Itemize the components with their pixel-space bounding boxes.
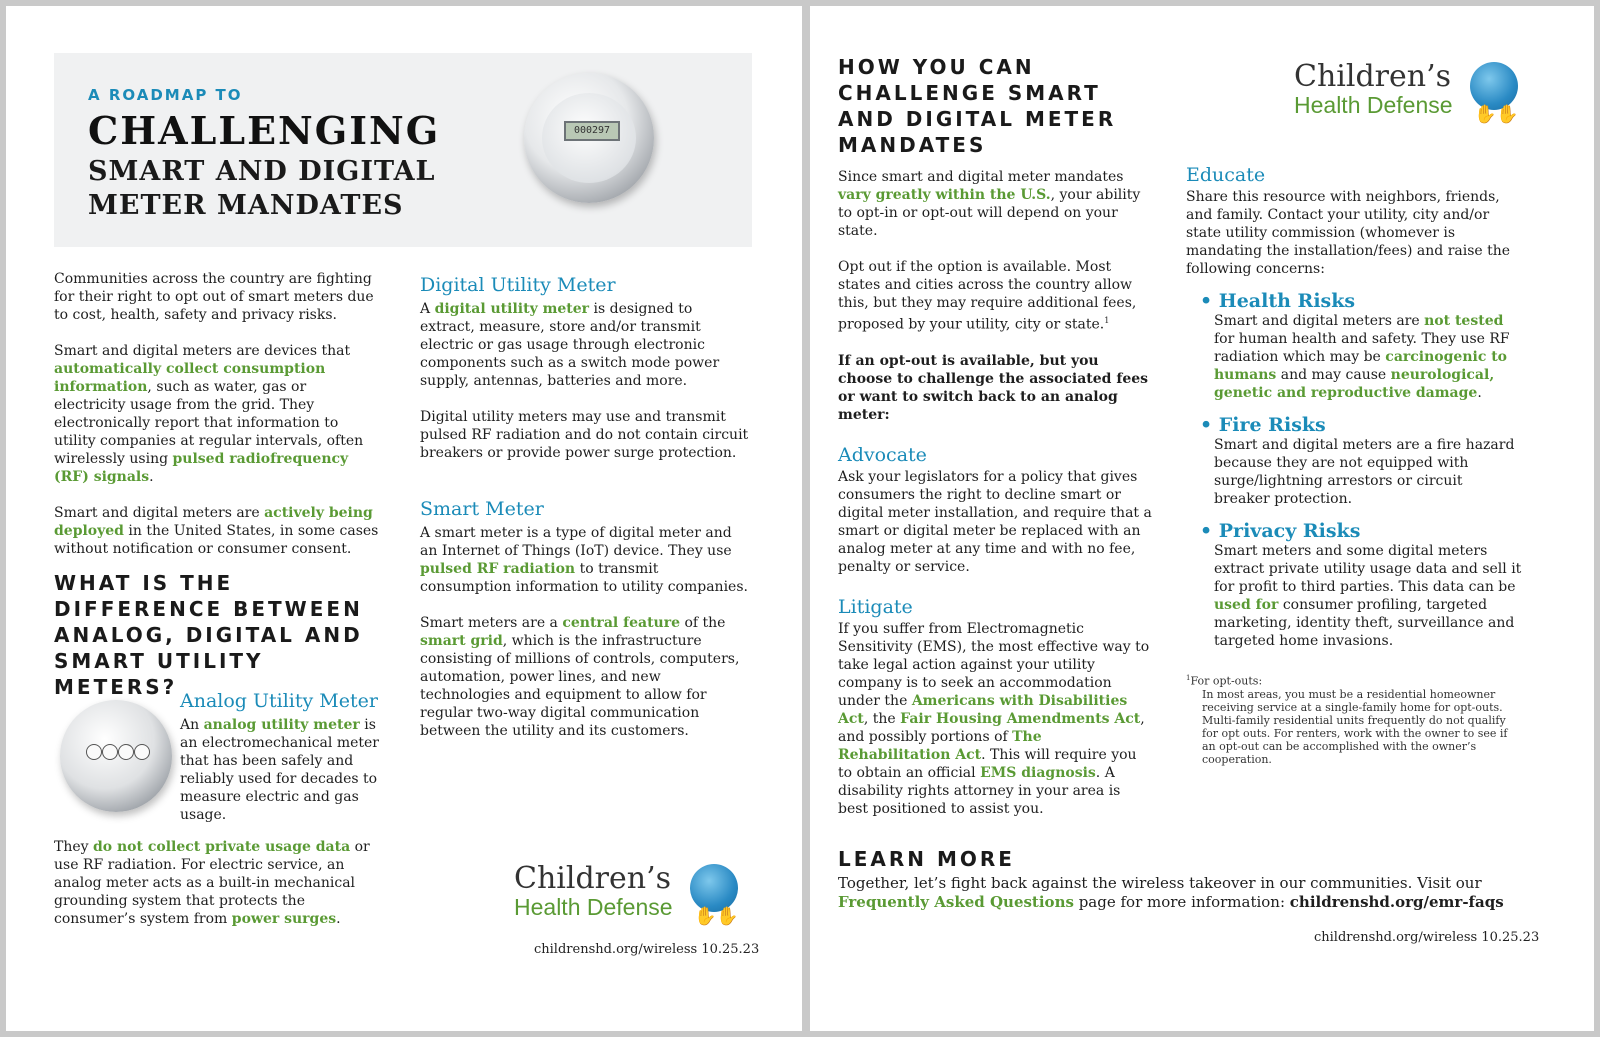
kicker: A ROADMAP TO (88, 86, 243, 104)
faq-url[interactable]: childrenshd.org/emr-faqs (1289, 893, 1504, 911)
advocate-heading: Advocate (838, 443, 927, 466)
footnote-label: $^1$For opt-outs: (1186, 674, 1263, 688)
rehab-act-link[interactable]: The Rehabilitation Act (838, 728, 1042, 763)
smart-paragraph-2: Smart meters are a central feature of the smart grid, which is the infrastructure consisting of millions of controls, computers, automation, power lines, and new technologies and equipment to allow for regular two-way digital communication between the utility and its customers. (420, 615, 740, 739)
list-item (1200, 416, 1522, 508)
footnote-text: In most areas, you must be a residential homeowner receiving service at a single-family home for opt-outs. Multi-family residential units frequently do not qualify for opt outs. For renters, work with the owner to see if an opt-out can be accomplished with the owner’s cooperation. (1202, 687, 1508, 766)
smart-section (420, 498, 750, 740)
digital-paragraph: A digital utility meter is designed to extract, measure, store and/or transmit electric or gas usage through electronic components such as a switch mode power supply, antennas, batteries and more. (420, 301, 720, 389)
not-tested-link[interactable]: not tested (1424, 313, 1504, 329)
fair-housing-link[interactable]: Fair Housing Amendments Act (900, 710, 1141, 727)
consumption-link[interactable]: automatically collect consumption information (54, 361, 326, 395)
used-for-link[interactable]: used for (1214, 597, 1279, 613)
health-risks-heading: • Health Risks (1200, 290, 1356, 312)
page-subtitle: SMART AND DIGITAL METER MANDATES (88, 156, 436, 221)
privacy-paragraph: Smart meters and some digital meters extract private utility usage data and sell it for profit to third parties. This data can be used for consumer profiling, targeted marketing, identity theft, surveillance and targeted home invasions. (1214, 543, 1522, 649)
intro-paragraph: Communities across the country are fighting for their right to opt out of smart meters due to cost, health, safety and privacy risks. (54, 271, 374, 323)
globe-icon (1470, 62, 1518, 110)
opt-out-paragraph: Opt out if the option is available. Most states and cities across the country allow this, but they may require additional fees, proposed by your utility, city or state.$^1$ (838, 259, 1137, 333)
smart-paragraph: A smart meter is a type of digital meter and an Internet of Things (IoT) device. They use pulsed RF radiation to transmit consumption information to utility companies. (420, 525, 748, 595)
ems-diagnosis-link[interactable]: EMS diagnosis (980, 764, 1096, 781)
right-column-2 (1186, 166, 1522, 766)
meter-display: 000297 (564, 121, 620, 141)
digital-paragraph-2: Digital utility meters may use and transmit pulsed RF radiation and do not contain circuit breakers or provide power surge protection. (420, 409, 749, 461)
private-data-link[interactable]: do not collect private usage data (93, 839, 351, 855)
chd-logo-top (1294, 59, 1534, 132)
logo-line-2: Health Defense (514, 894, 673, 920)
challenge-heading: HOW YOU CAN CHALLENGE SMART AND DIGITAL METER MANDATES (838, 55, 1117, 157)
right-column-1 (838, 168, 1154, 818)
logo-line-2: Health Defense (1294, 92, 1453, 118)
learn-more-heading: LEARN MORE (838, 847, 1015, 871)
page-title: CHALLENGING (88, 108, 441, 153)
hands-icon: ✋✋ (694, 906, 739, 927)
devices-paragraph: Smart and digital meters are devices that automatically collect consumption information, such as water, gas or electricity usage from the grid. They electronically report that information to utility companies at regular intervals, often wirelessly using pulsed radiofrequency (RF) signals. (54, 343, 364, 485)
difference-heading: WHAT IS THE DIFFERENCE BETWEEN ANALOG, DIGITAL AND SMART UTILITY METERS? (54, 571, 363, 699)
analog-section (180, 690, 385, 824)
logo-line-1: Children’s (514, 861, 672, 896)
globe-icon (690, 864, 738, 912)
analog-link[interactable]: analog utility meter (203, 717, 360, 733)
digital-heading: Digital Utility Meter (420, 274, 616, 296)
chd-logo (514, 861, 754, 930)
list-item (1200, 522, 1522, 650)
advocate-paragraph: Ask your legislators for a policy that gives consumers the right to decline smart or digital meter installation, and require that a smart or digital meter be replaced with an analog meter at any time and with no fee, penalty or service. (838, 468, 1152, 575)
faq-link[interactable]: Frequently Asked Questions (838, 893, 1074, 911)
analog-heading: Analog Utility Meter (180, 690, 378, 712)
educate-paragraph: Share this resource with neighbors, friends, and family. Contact your utility, city and/or state utility commission (whomever is mandating the installation/fees) and raise the following concerns: (1186, 189, 1511, 277)
pulsed-rf-link[interactable]: pulsed RF radiation (420, 561, 576, 577)
deployed-link[interactable]: actively being deployed (54, 505, 373, 539)
health-paragraph: Smart and digital meters are not tested for human health and safety. They use RF radiation which may be carcinogenic to humans and may cause neurological, genetic and reproductive damage. (1214, 313, 1510, 401)
fire-paragraph: Smart and digital meters are a fire hazard because they are not equipped with surge/lightning arrestors or circuit breaker protection. (1214, 437, 1515, 507)
smart-heading: Smart Meter (420, 498, 544, 520)
opt-out-bold: If an opt-out is available, but you choose to challenge the associated fees or want to switch back to an analog meter: (838, 352, 1149, 423)
learn-more-paragraph: Together, let’s fight back against the wireless takeover in our communities. Visit our Frequently Asked Questions page for more information: childrenshd.org/emr-faqs (838, 874, 1504, 911)
footer-url: childrenshd.org/wireless 10.25.23 (1314, 930, 1540, 945)
privacy-risks-heading: • Privacy Risks (1200, 520, 1361, 542)
analog-meter-image (60, 700, 172, 812)
concerns-list (1186, 292, 1522, 650)
left-page (6, 6, 802, 1031)
hands-icon: ✋✋ (1474, 104, 1519, 125)
ada-link[interactable]: Americans with Disabilities Act (838, 692, 1128, 727)
vary-link[interactable]: vary greatly within the U.S. (838, 187, 1051, 203)
smart-meter-image (524, 73, 654, 203)
digital-meter-link[interactable]: digital utility meter (434, 301, 590, 317)
fire-risks-heading: • Fire Risks (1200, 414, 1326, 436)
digital-section (420, 274, 750, 462)
state-paragraph: Since smart and digital meter mandates vary greatly within the U.S., your ability to opt-in or opt-out will depend on your state. (838, 169, 1141, 239)
logo-line-1: Children’s (1294, 59, 1452, 94)
central-feature-link[interactable]: central feature (562, 615, 681, 631)
deployed-paragraph: Smart and digital meters are actively being deployed in the United States, in some cases without notification or consumer consent. (54, 505, 379, 557)
meter-face (542, 93, 636, 183)
power-surges-link[interactable]: power surges (231, 911, 337, 927)
educate-heading: Educate (1186, 164, 1266, 186)
left-column (54, 270, 380, 558)
right-page (810, 6, 1594, 1031)
analog-paragraph: An analog utility meter is an electromechanical meter that has been safely and reliably used for decades to measure electric and gas usage. (180, 717, 379, 823)
list-item (1200, 292, 1522, 402)
neuro-damage-link[interactable]: neurological, genetic and reproductive damage (1214, 367, 1495, 401)
carcinogenic-link[interactable]: carcinogenic to humans (1214, 349, 1508, 383)
smart-grid-link[interactable]: smart grid (420, 633, 503, 649)
footnote (1186, 672, 1522, 766)
litigate-heading: Litigate (838, 595, 913, 618)
litigate-paragraph: If you suffer from Electromagnetic Sensitivity (EMS), the most effective way to take legal action against your utility company is to seek an accommodation under the Americans with Disabilities Act, the Fair Housing Amendments Act, and possibly portions of The Rehabilitation Act. This will require you to obtain an official EMS diagnosis. A disability rights attorney in your area is best positioned to assist you. (838, 620, 1150, 817)
footer-url: childrenshd.org/wireless 10.25.23 (534, 942, 760, 957)
title-box (54, 53, 752, 247)
analog-paragraph-2: They do not collect private usage data or use RF radiation. For electric service, an analog meter acts as a built-in mechanical grounding system that protects the consumer’s system from power surges. (54, 839, 370, 927)
rf-signals-link[interactable]: pulsed radiofrequency (RF) signals (54, 451, 349, 485)
